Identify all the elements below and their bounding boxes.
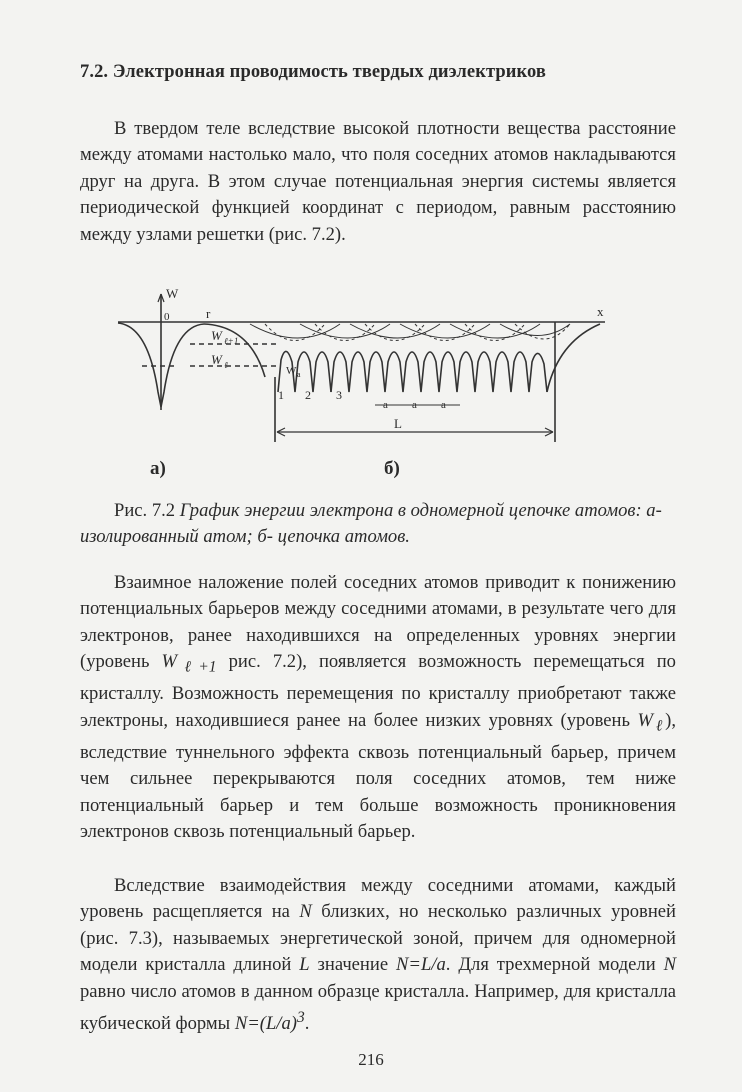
paragraph-1: В твердом теле вследствие высокой плотности вещества расстояние между атомами настолько мало, что поля соседних атомов накладываются друг на друга. В этом случае потенциальная энергия системы является периодической функцией координат с периодом, равным расстоянию между узлами решетки (рис. 7.2).: [80, 118, 676, 245]
paragraph-2-text-2: рис. 7.2), появляется возможность перемещаться по кристаллу. Возможность перемещения по кристаллу приобретают также электроны, находившиеся ранее на более низких уровнях (уровень: [80, 651, 676, 731]
barrier-sub: a: [297, 370, 301, 379]
page-number: 216: [358, 1050, 384, 1069]
length-label: L: [394, 416, 402, 431]
paragraph-2: [80, 570, 676, 846]
symbol-n-2: N: [663, 954, 676, 976]
energy-diagram: [100, 282, 640, 482]
level-lower-sub: ℓ: [224, 360, 228, 370]
level-upper-sub: ℓ+1: [224, 336, 239, 346]
period-label-2: a: [412, 399, 417, 411]
barrier-label: W: [286, 365, 297, 377]
figure-label-b: б): [384, 458, 400, 479]
period-label-1: a: [383, 399, 388, 411]
r-label: r: [206, 306, 211, 321]
paragraph-3-text-6: .: [304, 1013, 310, 1035]
paragraph-3-text-3: значение: [309, 954, 397, 976]
paragraph-3: [80, 873, 676, 1038]
level-lower-label: W: [211, 352, 222, 367]
figure-caption: [80, 498, 676, 551]
period-label-3: a: [441, 399, 446, 411]
atom-3-label: 3: [336, 388, 342, 402]
equation-n-l-a: N=L/a: [396, 954, 446, 976]
equation-cube-exponent: 3: [296, 1009, 305, 1027]
paragraph-3-text-1: Вследствие взаимодействия между соседними атомами, каждый уровень расщепляется на: [80, 875, 676, 923]
figure-7-2: [100, 282, 640, 482]
atom-1-label: 1: [278, 388, 284, 402]
section-heading: 7.2. Электронная проводимость твердых диэлектриков: [80, 62, 547, 82]
paragraph-3-text-5: равно число атомов в данном образце кристалла. Например, для кристалла кубической формы: [80, 980, 676, 1035]
caption-lead: Рис. 7.2: [114, 500, 180, 521]
equation-cube: N=(L/a): [234, 1013, 297, 1035]
paragraph-2-text-1: Взаимное наложение полей соседних атомов приводит к понижению потенциальных барьеров между соседними атомами, в результате чего для электронов, ранее находившихся на определенных уровнях энергии (уровень: [80, 572, 676, 673]
paragraph-3-text-2: близких, но несколько различных уровней (рис. 7.3), называемых энергетической зоной, причем для одномерной модели кристалла длиной: [80, 901, 676, 976]
chain-wells-2: [331, 352, 547, 392]
figure-label-a: а): [150, 458, 166, 479]
symbol-w-upper: W: [161, 651, 178, 673]
caption-text: График энергии электрона в одномерной цепочке атомов: а- изолированный атом; б- цепочка атомов.: [80, 500, 662, 548]
symbol-l: L: [299, 954, 310, 976]
overlap-arcs: [250, 324, 570, 338]
symbol-w-lower-sub: ℓ: [652, 717, 666, 735]
level-upper-label: W: [211, 328, 222, 343]
symbol-w-lower: W: [637, 709, 653, 731]
paragraph-2-text-3: ), вследствие туннельного эффекта сквозь потенциальный барьер, причем чем сильнее перекрываются поля соседних атомов, тем ниже потенциальный барьер и тем больше возможность проникновения электронов сквозь потенциальный барьер.: [80, 709, 676, 843]
symbol-w-upper-sub: ℓ+1: [177, 658, 217, 676]
axis-w-label: W: [166, 286, 179, 301]
x-label: x: [597, 304, 604, 319]
paragraph-3-text-4: . Для трехмерной модели: [445, 954, 664, 976]
symbol-n-1: N: [299, 901, 312, 923]
atom-2-label: 2: [305, 388, 311, 402]
origin-label: 0: [164, 311, 170, 323]
